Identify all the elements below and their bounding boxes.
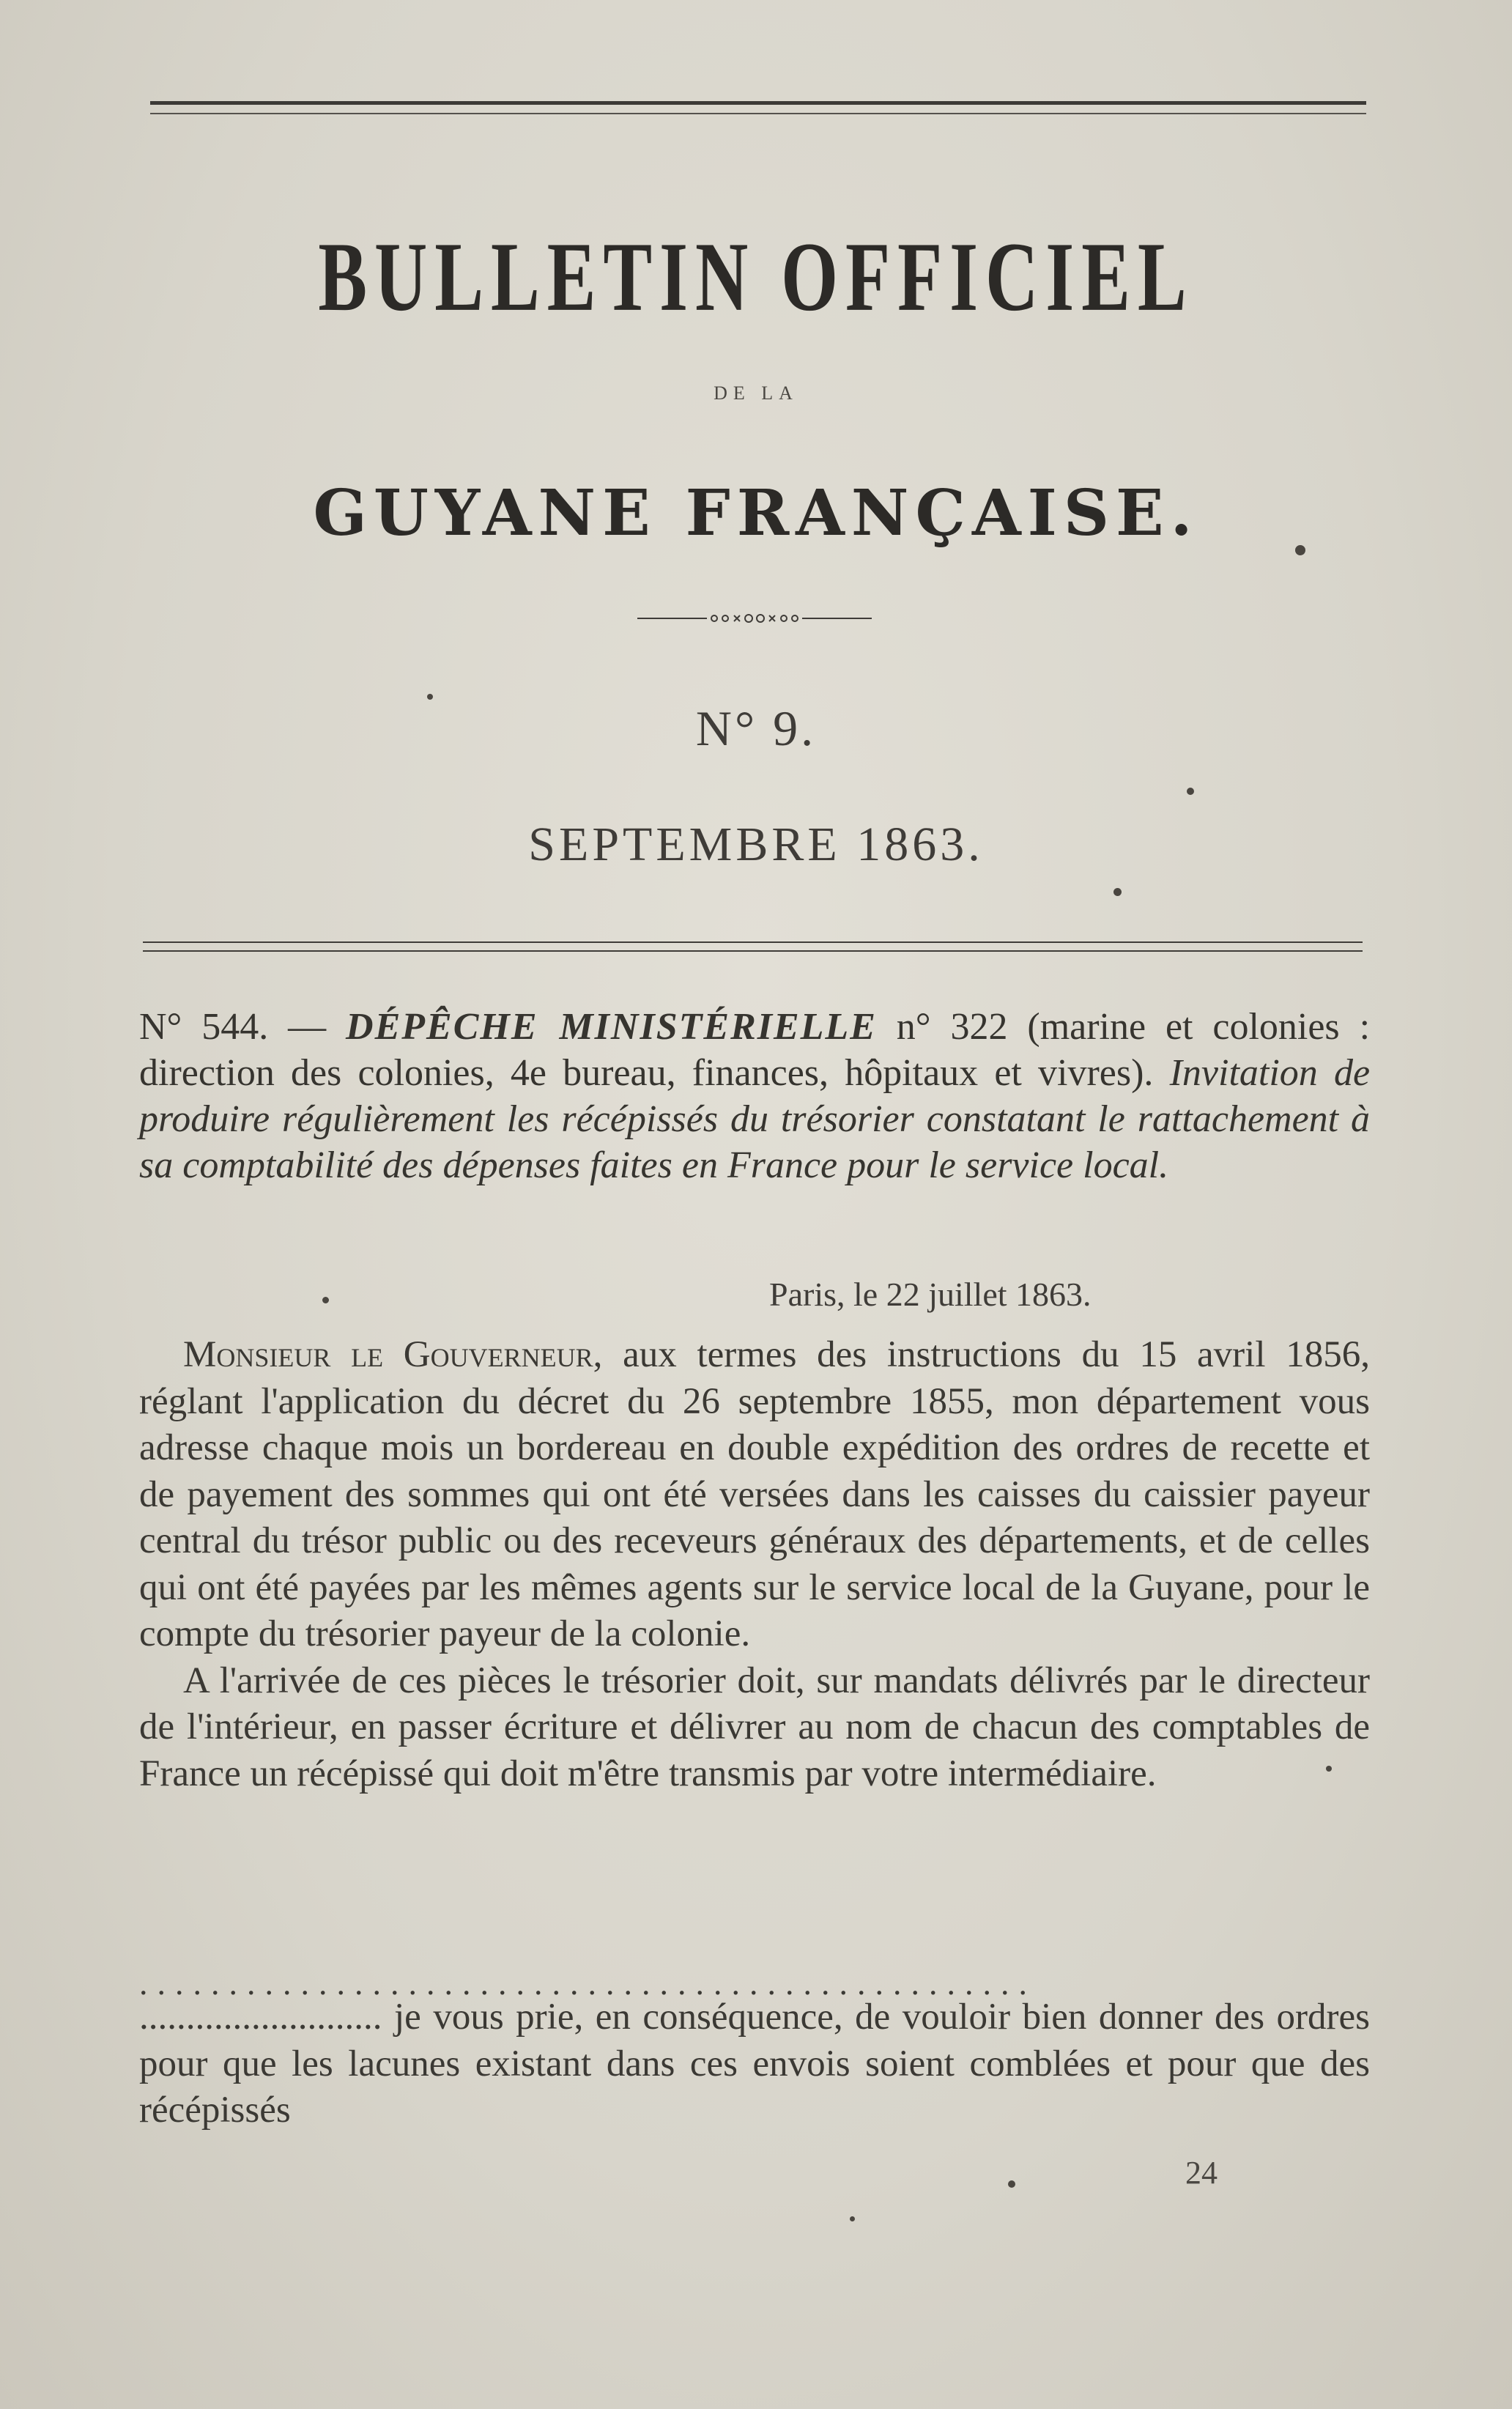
article-description: Invitation de produire régulièrement les récépissés du trésorier constatant le rattachement à sa comptabilité des dépenses faites en France pour le service local.: [139, 1052, 1371, 1186]
continuation-paragraph: [139, 1994, 1370, 2134]
ink-speck: [427, 694, 433, 700]
article-reference: n° 322 (marine et colonies : direction des colonies, 4e bureau, finances, hôpitaux et vivres).: [139, 1006, 1371, 1094]
ink-speck: [1008, 2180, 1015, 2188]
paragraph-1-text: aux termes des instructions du 15 avril 1856, réglant l'application du décret du 26 septembre 1855, mon département vous adresse chaque mois un bordereau en double expédition des ordres de recette et de payement des sommes qui ont été versées dans les caisses du caissier payeur central du trésor public ou des receveurs généraux des départements, et de celles qui ont été payées par les mêmes agents sur le service local de la Guyane, pour le compte du trésorier payeur de la colonie.: [139, 1334, 1370, 1654]
ink-speck: [322, 1297, 329, 1303]
salutation: Monsieur le Gouverneur,: [183, 1334, 603, 1375]
bulletin-title: BULLETIN OFFICIEL: [318, 221, 1194, 332]
ink-speck: [1295, 545, 1305, 555]
continuation-dots: ..........................: [139, 1997, 382, 2038]
article-number: N° 544. —: [139, 1006, 327, 1048]
ink-speck: [1113, 888, 1122, 896]
ellipsis-line: ..................................................: [139, 1964, 1037, 2002]
paragraph-1: [139, 1332, 1370, 1658]
article-kind: DÉPÊCHE MINISTÉRIELLE: [346, 1006, 877, 1048]
colony-title: GUYANE FRANÇAISE.: [313, 476, 1199, 550]
top-rule: [150, 101, 1366, 114]
ink-speck: [1187, 788, 1194, 795]
article-heading: [139, 1004, 1370, 1188]
ornament-divider: [637, 613, 872, 624]
continuation-text: je vous prie, en conséquence, de vouloir bien donner des ordres pour que les lacunes existant dans ces envois soient comblées et pour que des récépissés: [139, 1997, 1370, 2131]
paragraph-2: A l'arrivée de ces pièces le trésorier doit, sur mandats délivrés par le directeur de l'intérieur, en passer écriture et délivrer au nom de chacun des comptables de France un récépissé qui doit m'être transmis par votre intermédiaire.: [139, 1659, 1370, 1794]
ink-speck: [850, 2216, 855, 2221]
issue-date: SEPTEMBRE 1863.: [528, 818, 984, 871]
ink-speck: [1326, 1766, 1332, 1772]
article-body: [139, 1332, 1370, 1797]
page-signature: 24: [1185, 2155, 1218, 2191]
place-date: Paris, le 22 juillet 1863.: [769, 1276, 1092, 1313]
section-rule: [143, 941, 1363, 952]
issue-number: N° 9.: [695, 700, 817, 756]
title-connector: DE LA: [714, 382, 798, 404]
